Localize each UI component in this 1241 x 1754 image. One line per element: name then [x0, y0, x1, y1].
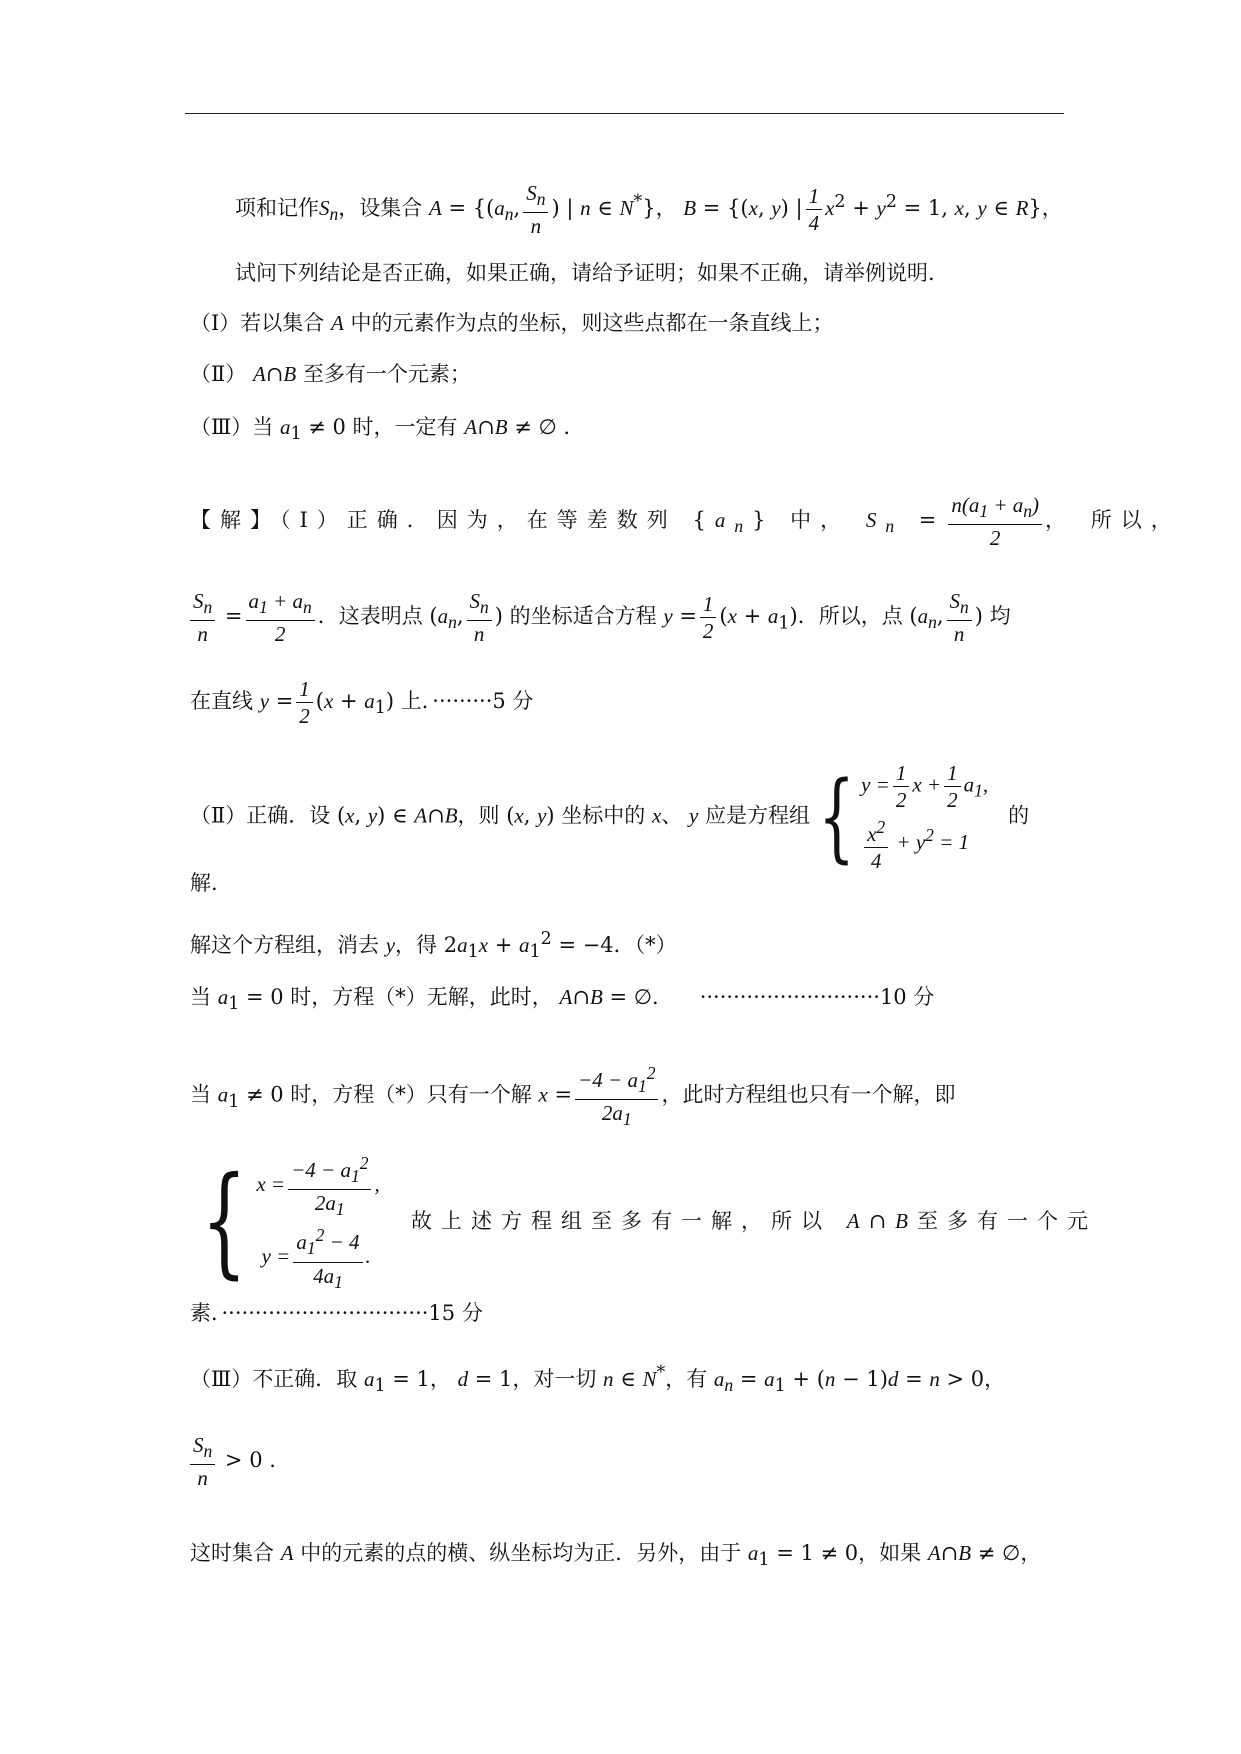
line-4: （Ⅱ） A∩B 至多有一个元素； — [190, 362, 471, 386]
line-9: （Ⅱ）正确．设 (x, y) ∈ A∩B，则 (x, y) 坐标中的 x、 y 应是方程组{ y = $\frac{1}{2}$ x + $\frac{1}{2}$ $a_1$, $\frac{x^2}{4}$ + $y^2 = 1$ 的 — [190, 761, 1030, 874]
left-brace: { — [201, 1152, 248, 1292]
fraction: $\frac{S_n}{n}$ — [523, 180, 548, 239]
line-15: 素．·······························15 分 — [190, 1301, 483, 1325]
fraction: $\frac{S_n}{n}$ — [947, 588, 972, 647]
line-3: （Ⅰ）若以集合 A 中的元素作为点的坐标，则这些点都在一条直线上； — [190, 311, 834, 335]
line-2: 试问下列结论是否正确，如果正确，请给予证明；如果不正确，请举例说明． — [235, 261, 949, 285]
line-1: 项和记作$S_n$，设集合 $A = \{(a_n$, $\frac{S_n}{n}$ ) | n ∈ N*}， B = {(x, y) | $\frac{1}{4}$ $x^2 + y^2 = 1$, x, y ∈ R}， — [235, 181, 1063, 239]
line-5: （Ⅲ）当 $a_1 \ne 0$ 时，一定有 A∩B ≠ ∅ . — [190, 415, 571, 445]
equation-system: y = $\frac{1}{2}$ x + $\frac{1}{2}$ $a_1$, $\frac{x^2}{4}$ + $y^2 = 1$ — [861, 761, 989, 874]
line-12: 当 $a_1 = 0$ 时，方程（*）无解，此时， A∩B = ∅． ···························10 分 — [190, 985, 935, 1015]
line-7: $\frac{S_n}{n}$ = $\frac{a_1 + a_n}{2}$ ．这表明点 ($a_n$, $\frac{S_n}{n}$ ) 的坐标适合方程 y = $\frac{1}{2}$ $(x + a_1)$．所以，点 ($a_n$, $\frac{S_n}{n}$ ) 均 — [190, 588, 1064, 647]
fraction: $\frac{1}{2}$ — [700, 591, 717, 644]
line-11: 解这个方程组，消去 y，得 $2a_1x + a_1^2 = -4$．（*） — [190, 929, 677, 963]
line-14: { x = $\frac{-4 - a_1^2}{2a_1}$ , y = $\frac{a_1^2 - 4}{4a_1}$ . 故上述方程组至多有一解，所以 A∩B至多有一个元 — [190, 1150, 1064, 1295]
fraction: $\frac{a_1 + a_n}{2}$ — [246, 588, 315, 647]
line-16: （Ⅲ）不正确．取 $a_1 = 1$， d = 1，对一切 n ∈ N*，有 $a_n = a_1 + (n - 1)d = n > 0$， — [190, 1363, 1006, 1397]
fraction: $\frac{n(a_1 + a_n)}{2}$ — [948, 492, 1042, 551]
line-17: $\frac{S_n}{n}$ > 0 . — [190, 1432, 1064, 1491]
line-8: 在直线 y = $\frac{1}{2}$ $(x + a_1)$ 上．·········5 分 — [190, 677, 534, 728]
line-6: 【解】（Ⅰ）正确．因为，在等差数列 $\{a_n\}$ 中， $S_n$ = $\frac{n(a_1 + a_n)}{2}$ ， 所以， — [190, 493, 1181, 551]
left-brace: { — [818, 761, 855, 874]
fraction: $\frac{S_n}{n}$ — [190, 1432, 215, 1491]
line-10: 解. — [190, 871, 218, 895]
fraction: $\frac{1}{2}$ — [296, 676, 313, 729]
fraction: $\frac{1}{4}$ — [806, 183, 823, 236]
fraction: $\frac{-4 - a_1^2}{2a_1}$ — [575, 1060, 658, 1132]
fraction: $\frac{S_n}{n}$ — [467, 588, 492, 647]
header-rule — [185, 113, 1064, 114]
line-18: 这时集合 A 中的元素的点的横、纵坐标均为正．另外，由于 $a_1 = 1 \ne 0$，如果 A∩B ≠ ∅， — [190, 1541, 1042, 1571]
line-13: 当 $a_1 \ne 0$ 时，方程（*）只有一个解 x = $\frac{-4 - a_1^2}{2a_1}$ ，此时方程组也只有一个解，即 — [190, 1060, 1064, 1132]
equation-system: x = $\frac{-4 - a_1^2}{2a_1}$ , y = $\frac{a_1^2 - 4}{4a_1}$ . — [256, 1150, 379, 1295]
fraction: $\frac{S_n}{n}$ — [190, 588, 215, 647]
